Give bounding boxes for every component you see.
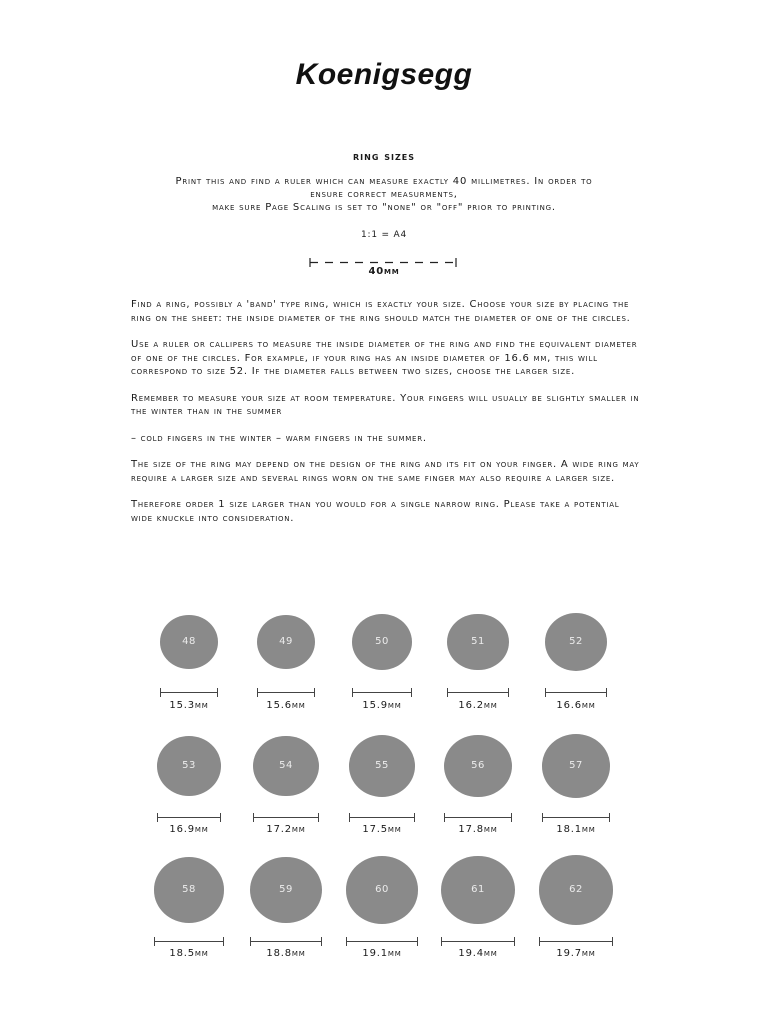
intro-line-1: Print this and find a ruler which can measure exactly 40 millimetres. In order to: [175, 176, 593, 187]
instruction-paragraph: Use a ruler or callipers to measure the inside diameter of the ring and find the equivalent diameter of one of the circles. For example, if your ring has an inside diameter of 16.6 mm, this will correspond to size 52. If the diameter falls between two sizes, choose the larger size.: [131, 339, 638, 377]
diameter-label: 19.4mm: [458, 948, 498, 959]
diameter-dimension-line: [154, 937, 224, 947]
instruction-paragraph: – cold fingers in the winter – warm fingers in the summer.: [131, 432, 427, 444]
ring-size-label: 60: [375, 884, 389, 896]
instruction-paragraph: Remember to measure your size at room temperature. Your fingers will usually be slightly smaller in the winter than in the summer: [131, 392, 640, 417]
ring-size-label: 62: [569, 884, 583, 896]
diameter-label: 16.2mm: [458, 700, 498, 711]
instruction-paragraph: The size of the ring may depend on the design of the ring and its fit on your finger. A wide ring may require a larger size and several rings worn on the same finger may also require a larger size.: [131, 459, 640, 484]
ring-size-label: 52: [569, 636, 583, 648]
ring-circle: [545, 613, 608, 671]
diameter-dimension-line: [542, 813, 610, 823]
diameter-label: 16.6mm: [556, 700, 596, 711]
diameter-label: 17.8mm: [458, 824, 498, 835]
ring-circle: [349, 735, 415, 797]
ring-circle: [352, 614, 412, 670]
diameter-label: 17.2mm: [266, 824, 306, 835]
intro-line-3: make sure Page Scaling is set to "none" or "off" prior to printing.: [212, 202, 556, 213]
ring-size-label: 53: [182, 760, 196, 772]
ring-circle: [160, 615, 218, 669]
ruler-label: 40mm: [368, 266, 400, 277]
diameter-dimension-line: [545, 688, 608, 698]
ring-circle: [250, 857, 321, 923]
diameter-dimension-line: [444, 813, 511, 823]
diameter-dimension-line: [157, 813, 221, 823]
diameter-label: 18.5mm: [169, 948, 209, 959]
diameter-label: 16.9mm: [169, 824, 209, 835]
instruction-paragraph: Therefore order 1 size larger than you would for a single narrow ring. Please take a potential wide knuckle into consideration.: [131, 499, 620, 524]
ring-circle: [441, 856, 514, 924]
diameter-dimension-line: [253, 813, 318, 823]
intro-instructions: [100, 175, 668, 214]
ring-size-label: 48: [182, 636, 196, 648]
ring-size-label: 51: [471, 636, 485, 648]
diameter-dimension-line: [441, 937, 514, 947]
diameter-dimension-line: [539, 937, 613, 947]
ring-circle: [253, 736, 318, 796]
diameter-label: 15.6mm: [266, 700, 306, 711]
instructions-body: [131, 298, 641, 538]
ring-size-label: 56: [471, 760, 485, 772]
diameter-label: 19.7mm: [556, 948, 596, 959]
page-title: ring sizes: [353, 150, 415, 163]
diameter-label: 18.1mm: [556, 824, 596, 835]
diameter-label: 15.3mm: [169, 700, 209, 711]
ring-circle: [154, 857, 224, 922]
diameter-label: 18.8mm: [266, 948, 306, 959]
ring-circle: [447, 614, 508, 671]
ring-size-label: 58: [182, 884, 196, 896]
ring-size-label: 61: [471, 884, 485, 896]
ring-size-label: 54: [279, 760, 293, 772]
diameter-dimension-line: [257, 688, 316, 698]
intro-line-2: ensure correct measurments,: [310, 189, 458, 200]
ring-size-label: 50: [375, 636, 389, 648]
diameter-dimension-line: [447, 688, 508, 698]
ring-size-label: 57: [569, 760, 583, 772]
ring-circle: [542, 734, 610, 798]
diameter-dimension-line: [250, 937, 321, 947]
diameter-dimension-line: [352, 688, 412, 698]
diameter-label: 19.1mm: [362, 948, 402, 959]
koenigsegg-logo: Koenigsegg: [295, 58, 473, 91]
diameter-dimension-line: [160, 688, 218, 698]
ring-circle: [346, 856, 418, 923]
ring-size-label: 55: [375, 760, 389, 772]
diameter-label: 17.5mm: [362, 824, 402, 835]
ring-size-label: 49: [279, 636, 293, 648]
ring-size-label: 59: [279, 884, 293, 896]
diameter-label: 15.9mm: [362, 700, 402, 711]
diameter-dimension-line: [349, 813, 415, 823]
ring-circle: [444, 735, 511, 798]
instruction-paragraph: Find a ring, possibly a 'band' type ring, which is exactly your size. Choose your size by placing the ring on the sheet: the inside diameter of the ring should match the diameter of one of the circles.: [131, 299, 631, 324]
ring-circle: [257, 615, 316, 670]
ring-circle: [157, 736, 221, 795]
scale-label: 1:1 = A4: [360, 230, 408, 240]
diameter-dimension-line: [346, 937, 418, 947]
ring-circle: [539, 855, 613, 924]
